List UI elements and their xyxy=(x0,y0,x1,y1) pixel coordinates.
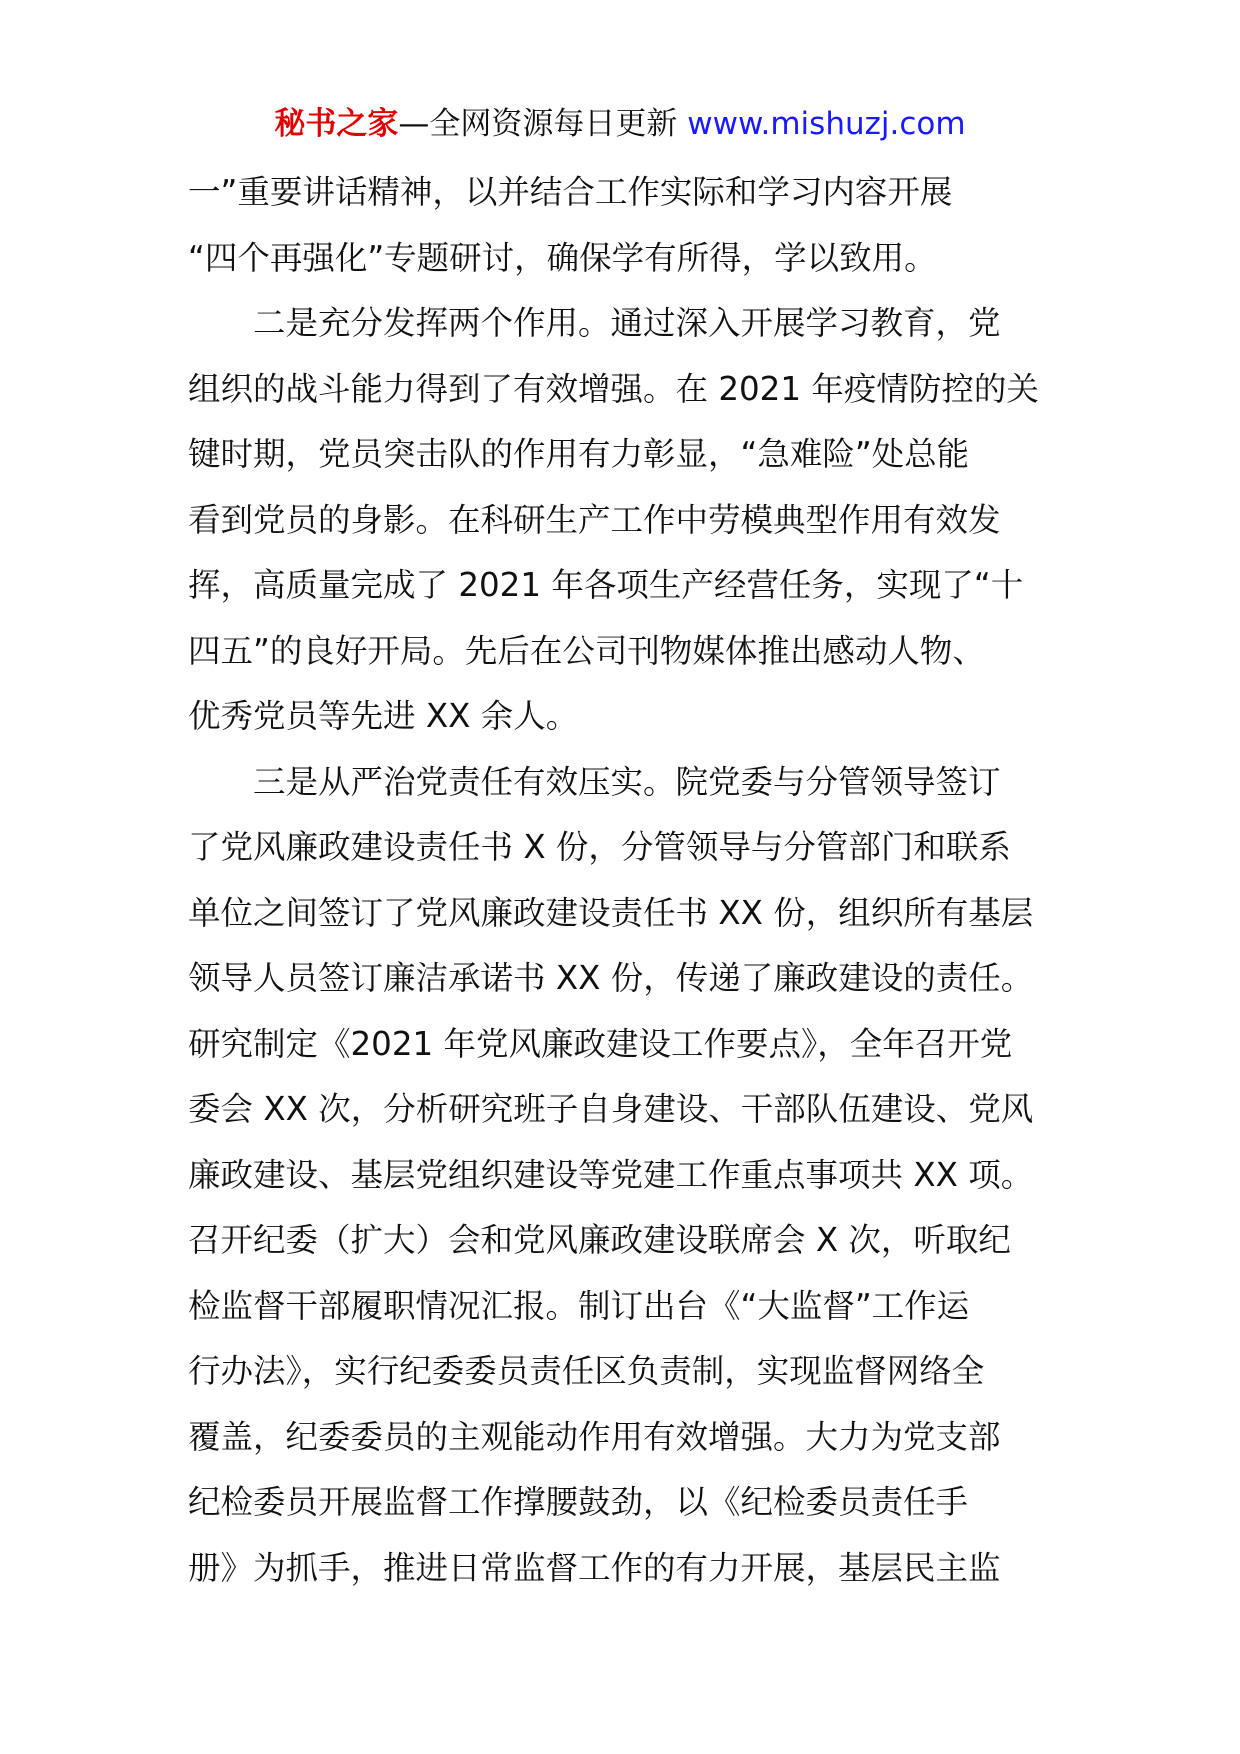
text-line: 挥，高质量完成了 2021 年各项生产经营任务，实现了“十 xyxy=(188,566,1024,604)
text-line: 领导人员签订廉洁承诺书 XX 份，传递了廉政建设的责任。 xyxy=(188,959,1034,997)
text-line: 四五”的良好开局。先后在公司刊物媒体推出感动人物、 xyxy=(188,631,985,670)
text-line: 覆盖，纪委委员的主观能动作用有效增强。大力为党支部 xyxy=(188,1417,1001,1456)
text-line: 研究制定《2021 年党风廉政建设工作要点》，全年召开党 xyxy=(188,1024,1013,1063)
text-line: 行办法》，实行纪委委员责任区负责制，实现监督网络全 xyxy=(188,1352,985,1390)
text-line: 了党风廉政建设责任书 X 份，分管领导与分管部门和联系 xyxy=(188,828,1011,866)
text-line: 键时期，党员突击队的作用有力彰显，“急难险”处总能 xyxy=(188,435,970,473)
text-line: 看到党员的身影。在科研生产工作中劳模典型作用有效发 xyxy=(188,500,1001,539)
text-line: 二是充分发挥两个作用。通过深入开展学习教育，党 xyxy=(188,304,1001,342)
header-tagline: —全网资源每日更新 xyxy=(398,106,688,142)
text-line: 纪检委员开展监督工作撑腰鼓劲，以《纪检委员责任手 xyxy=(188,1483,969,1521)
text-line: 册》为抓手，推进日常监督工作的有力开展，基层民主监 xyxy=(188,1548,1001,1587)
text-line: 组织的战斗能力得到了有效增强。在 2021 年疫情防控的关 xyxy=(188,369,1039,408)
text-line: 一”重要讲话精神，以并结合工作实际和学习内容开展 xyxy=(188,173,953,211)
text-line: 委会 XX 次，分析研究班子自身建设、干部队伍建设、党风 xyxy=(188,1090,1034,1128)
text-line: 廉政建设、基层党组织建设等党建工作重点事项共 XX 项。 xyxy=(188,1155,1034,1194)
brand-name: 秘书之家 xyxy=(274,106,399,142)
site-url[interactable]: www.mishuzj.com xyxy=(687,106,966,142)
text-line: 三是从严治党责任有效压实。院党委与分管领导签订 xyxy=(188,762,1001,801)
text-line: 召开纪委（扩大）会和党风廉政建设联席会 X 次，听取纪 xyxy=(188,1221,1011,1259)
watermark-header xyxy=(0,100,1240,148)
text-line: 优秀党员等先进 XX 余人。 xyxy=(188,697,579,735)
document-body xyxy=(188,160,1068,1601)
text-line: “四个再强化”专题研讨，确保学有所得，学以致用。 xyxy=(188,238,937,277)
text-line: 单位之间签订了党风廉政建设责任书 XX 份，组织所有基层 xyxy=(188,893,1034,932)
text-line: 检监督干部履职情况汇报。制订出台《“大监督”工作运 xyxy=(188,1286,970,1325)
